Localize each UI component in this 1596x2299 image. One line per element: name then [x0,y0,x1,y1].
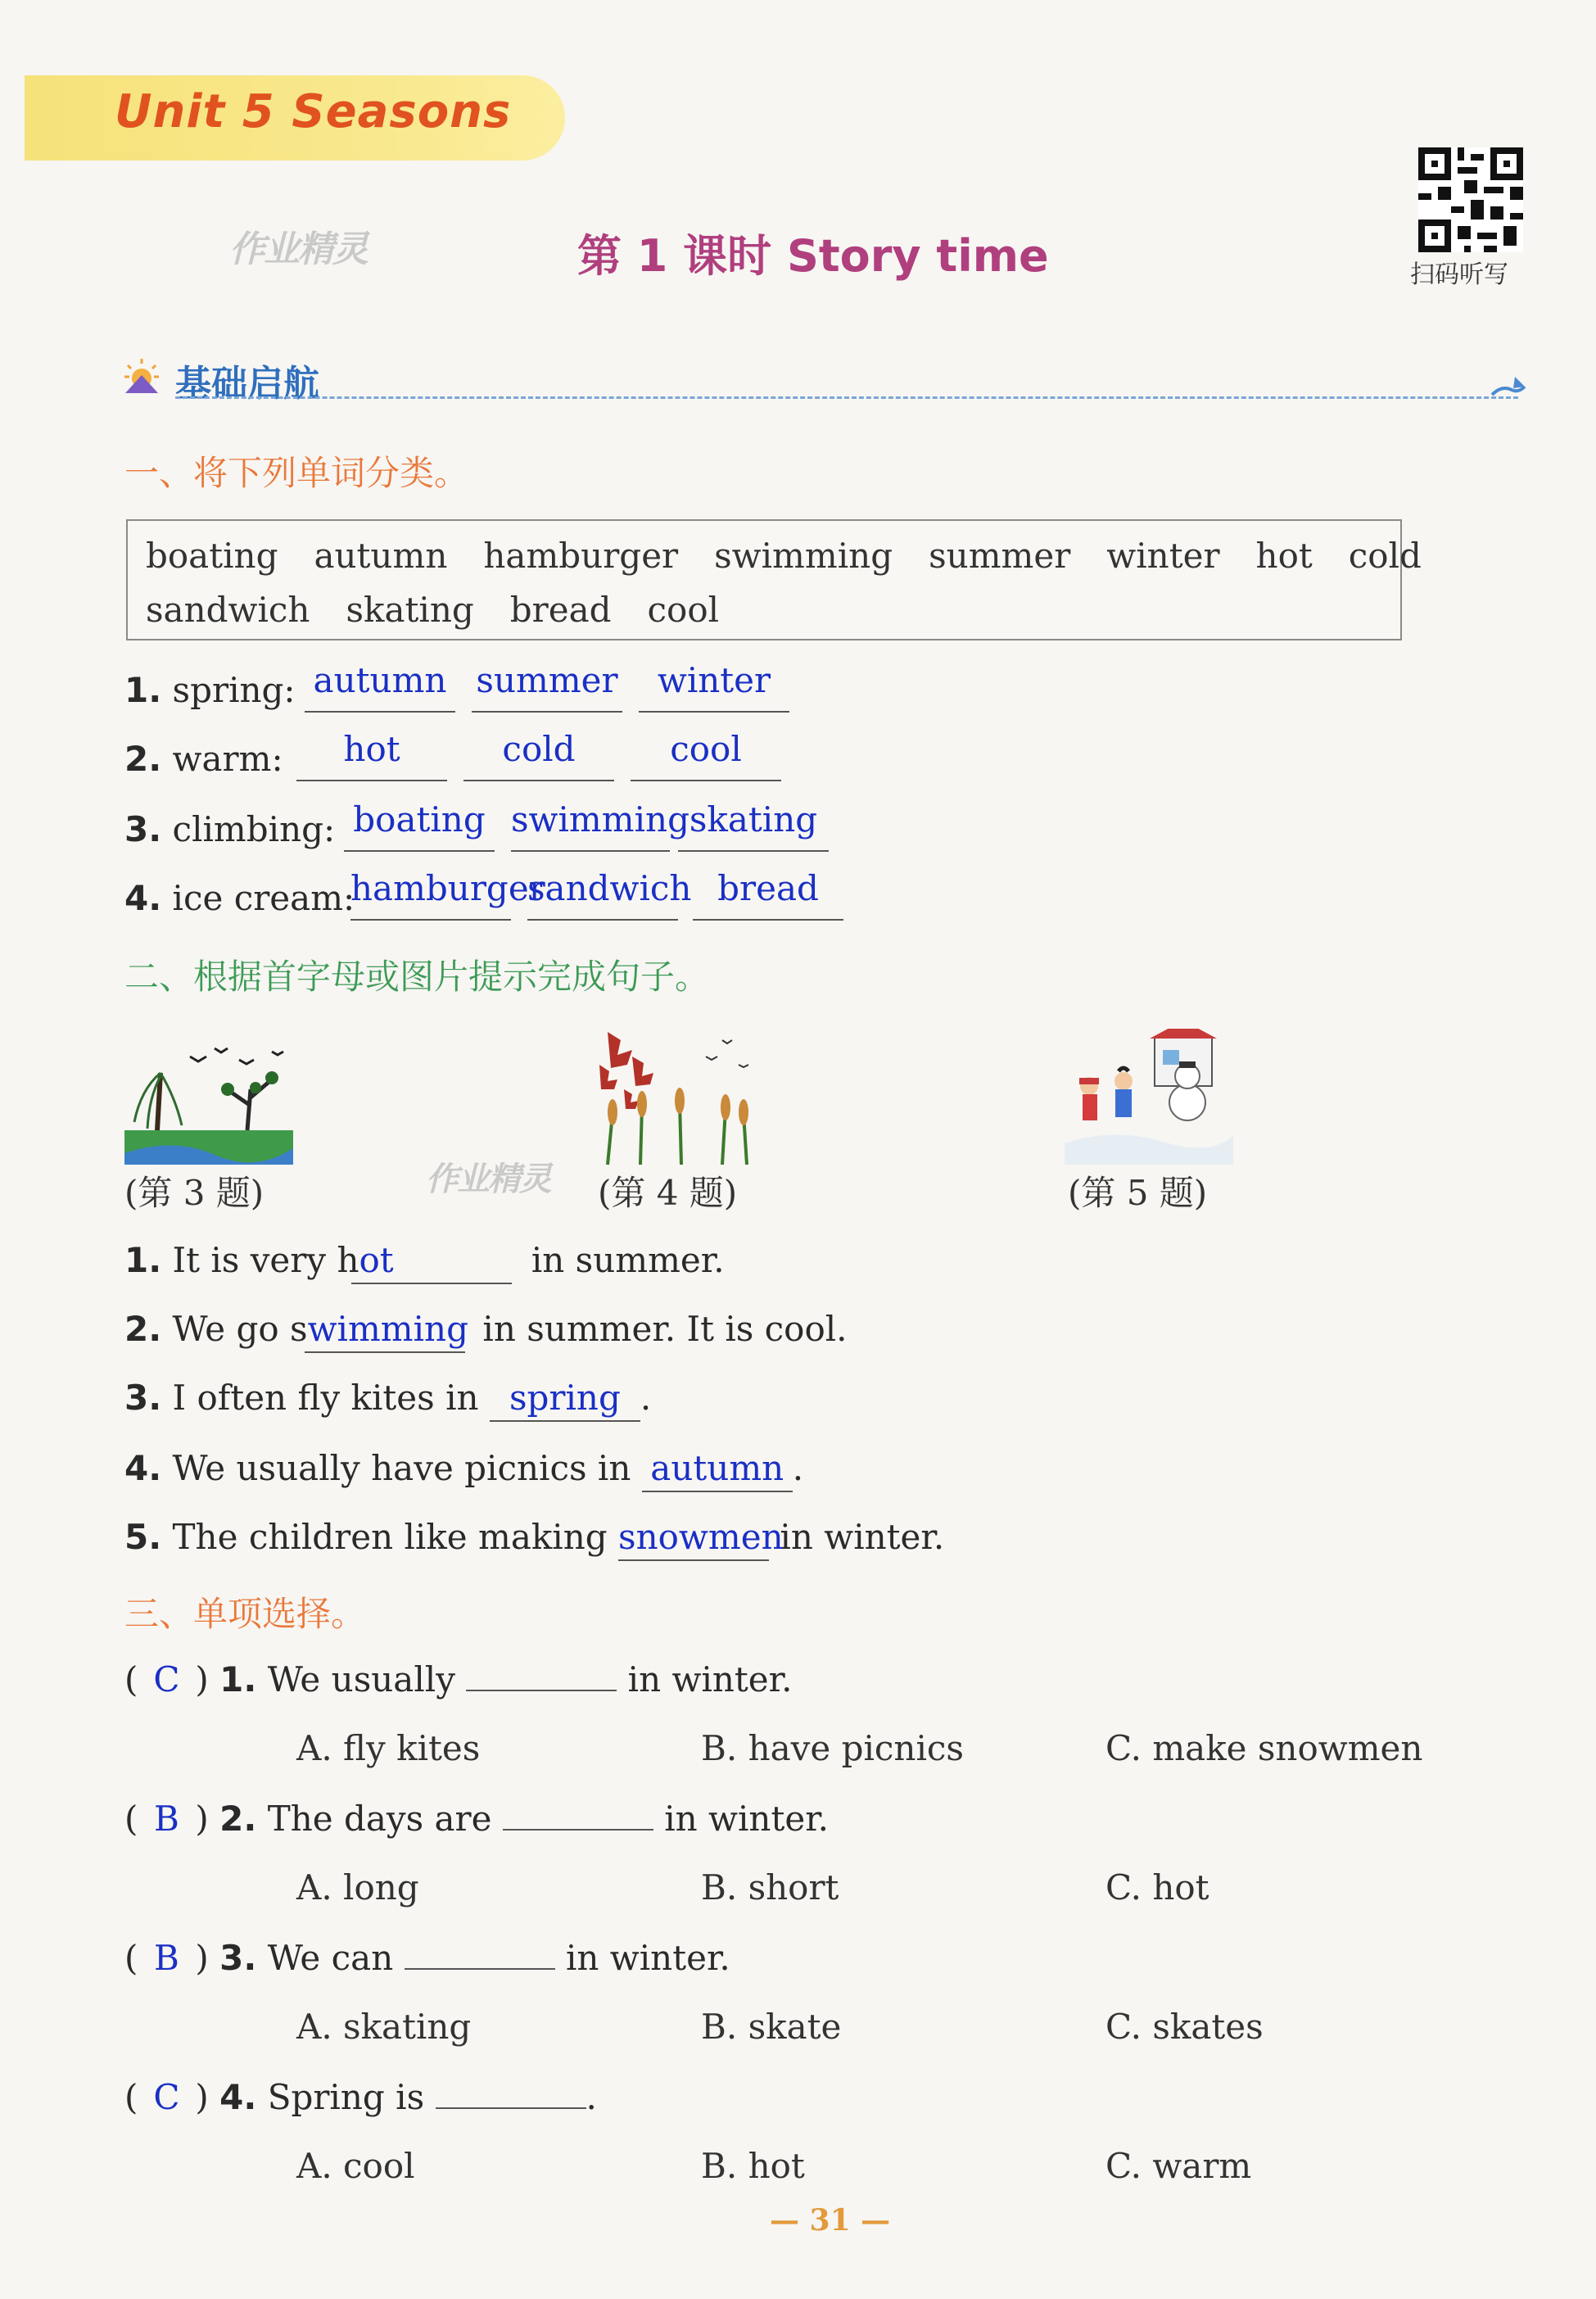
picture-caption-3: (第 3 题) [124,1173,264,1213]
question-after: . [586,2077,597,2117]
answer-blank[interactable] [693,919,843,921]
option-c[interactable]: C. skates [1105,2007,1264,2047]
mc-item-4 [124,2077,597,2117]
option-b[interactable]: B. hot [701,2146,805,2186]
word-bread: bread [509,590,612,630]
item-number: 1. [124,670,162,710]
answer-text: ot [359,1240,394,1280]
word-bank-row-2 [146,590,755,630]
answer-blank[interactable] [305,711,455,713]
answer-blank[interactable] [527,919,678,921]
answer-text: spring [509,1378,621,1418]
watermark: 作业精灵 [426,1161,550,1198]
question-before: We can [267,1938,394,1978]
part2-title: 二、根据首字母或图片提示完成句子。 [124,957,710,997]
item-number: 4. [124,1448,162,1488]
answer-text: autumn [313,660,447,700]
word-hot: hot [1255,536,1313,576]
sentence-before: I often fly kites in [172,1378,479,1418]
answer-text: snowmen [618,1517,784,1557]
answer-text: hamburger [350,868,545,908]
answer-text: winter [657,660,771,700]
picture-caption-5: (第 5 题) [1068,1173,1208,1213]
word-autumn: autumn [314,536,448,576]
answer-text: sandwich [527,868,692,908]
word-swimming: swimming [714,536,893,576]
item-label: ice cream: [172,878,355,918]
sentence-before: We usually have picnics in [172,1448,631,1488]
answer-text: cool [670,729,742,769]
answer-blank[interactable] [631,780,781,781]
answer-blank[interactable] [503,1801,653,1831]
sentence-after: in winter. [780,1517,945,1557]
sentence-before: The children like making [172,1517,608,1557]
mc-item-3 [124,1938,730,1978]
answer-blank[interactable] [463,780,614,781]
autumn-scene-image [591,1024,760,1165]
answer-slot[interactable] [490,1378,640,1418]
answer-text: summer [476,660,618,700]
sentence-after: in summer. [531,1240,725,1280]
option-c[interactable]: C. warm [1105,2146,1252,2186]
item-number: 2. [219,1799,257,1839]
paren-open: ( [124,1938,138,1978]
sentence-before: It is very [172,1240,327,1280]
item-number: 3. [124,1378,162,1418]
option-b[interactable]: B. have picnics [701,1728,964,1768]
part1-item-1 [124,670,296,710]
paren-open: ( [124,2077,138,2117]
answer-text: autumn [650,1448,784,1488]
option-a[interactable]: A. long [296,1867,419,1908]
item-number: 5. [124,1517,162,1557]
item-number: 4. [219,2077,257,2117]
question-after: in winter. [664,1799,830,1839]
answer-slot[interactable] [290,1309,472,1349]
answer-text: bread [717,868,819,908]
question-before: We usually [267,1659,455,1699]
item-number: 2. [124,1309,162,1349]
section-divider [175,396,1518,399]
lesson-title: 第 1 课时 Story time [577,230,1049,282]
qr-label: 扫码听写 [1410,260,1508,289]
sentence-after: . [640,1378,652,1418]
unit-title: Unit 5 Seasons [115,85,512,138]
picture-caption-4: (第 4 题) [598,1173,738,1213]
part2-item-3 [124,1378,651,1418]
word-sandwich: sandwich [146,590,310,630]
item-number: 1. [124,1240,162,1280]
paren-close: ) [195,2077,209,2117]
answer-blank[interactable] [678,850,829,852]
part2-item-4 [124,1448,803,1488]
part1-item-4 [124,878,355,918]
sentence-before: We go [172,1309,279,1349]
answer-slot[interactable] [337,1240,520,1280]
item-number: 1. [219,1659,257,1699]
mc-item-1 [124,1659,792,1699]
answer-text: cold [502,729,576,769]
item-number: 4. [124,878,162,918]
part1-item-2 [124,739,283,779]
word-cool: cool [647,590,720,630]
option-c[interactable]: C. make snowmen [1105,1728,1423,1768]
answer-text: hot [343,729,400,769]
wave-arrow-icon [1490,370,1526,400]
mc-item-2 [124,1799,829,1839]
spring-scene-image [124,1040,293,1165]
item-number: 3. [219,1938,257,1978]
paren-close: ) [195,1659,209,1699]
option-b[interactable]: B. skate [701,2007,842,2047]
answer-blank[interactable] [436,2080,586,2109]
question-before: The days are [267,1799,492,1839]
word-hamburger: hamburger [483,536,679,576]
page-number: — 31 — [770,2203,891,2238]
paren-open: ( [124,1659,138,1699]
item-label: spring: [172,670,296,710]
part2-item-1 [124,1240,725,1280]
answer-text: swimming [511,799,689,839]
option-b[interactable]: B. short [701,1867,839,1908]
answer-text: wimming [307,1309,468,1349]
sun-icon [123,357,161,395]
part1-title: 一、将下列单词分类。 [124,453,469,493]
word-winter: winter [1106,536,1220,576]
answer-blank[interactable] [350,919,511,921]
paren-open: ( [124,1799,138,1839]
part3-title: 三、单项选择。 [124,1594,366,1634]
word-bank-row-1 [146,536,1422,576]
question-after: in winter. [627,1659,793,1699]
answer-blank[interactable] [405,1940,555,1970]
paren-close: ) [195,1799,209,1839]
answer-prefix: h [337,1240,359,1280]
option-a[interactable]: A. fly kites [296,1728,481,1768]
item-number: 3. [124,809,162,849]
part1-item-3 [124,809,335,849]
answer-blank[interactable] [466,1662,617,1691]
option-a[interactable]: A. cool [296,2146,415,2186]
answer-text: boating [353,799,486,839]
option-c[interactable]: C. hot [1105,1867,1209,1908]
qr-code-icon[interactable] [1418,147,1523,252]
mc-answer[interactable]: B [153,1938,179,1978]
part2-item-2 [124,1309,848,1349]
sentence-after: . [792,1448,804,1488]
mc-answer[interactable]: C [153,1659,180,1699]
question-before: Spring is [267,2077,425,2117]
option-a[interactable]: A. skating [296,2007,472,2047]
answer-blank[interactable] [639,711,789,713]
part2-item-5 [124,1517,944,1557]
answer-slot[interactable] [618,1517,784,1557]
answer-slot[interactable] [642,1448,793,1488]
item-label: climbing: [172,809,336,849]
paren-close: ) [195,1938,209,1978]
watermark: 作业精灵 [229,229,367,270]
word-cold: cold [1348,536,1422,576]
item-label: warm: [172,739,283,779]
word-skating: skating [346,590,474,630]
mc-answer[interactable]: B [153,1799,179,1839]
item-number: 2. [124,739,162,779]
word-boating: boating [146,536,278,576]
answer-text: skating [689,799,818,839]
winter-scene-image [1065,1029,1233,1165]
word-bank-box [126,519,1422,640]
answer-blank[interactable] [472,711,622,713]
word-summer: summer [929,536,1071,576]
sentence-after: in summer. It is cool. [482,1309,848,1349]
section-title: 基础启航 [175,363,319,405]
answer-blank[interactable] [296,780,447,781]
answer-prefix: s [290,1309,308,1349]
answer-blank[interactable] [344,850,495,852]
question-after: in winter. [565,1938,730,1978]
mc-answer[interactable]: C [153,2077,180,2117]
answer-blank[interactable] [511,850,670,852]
